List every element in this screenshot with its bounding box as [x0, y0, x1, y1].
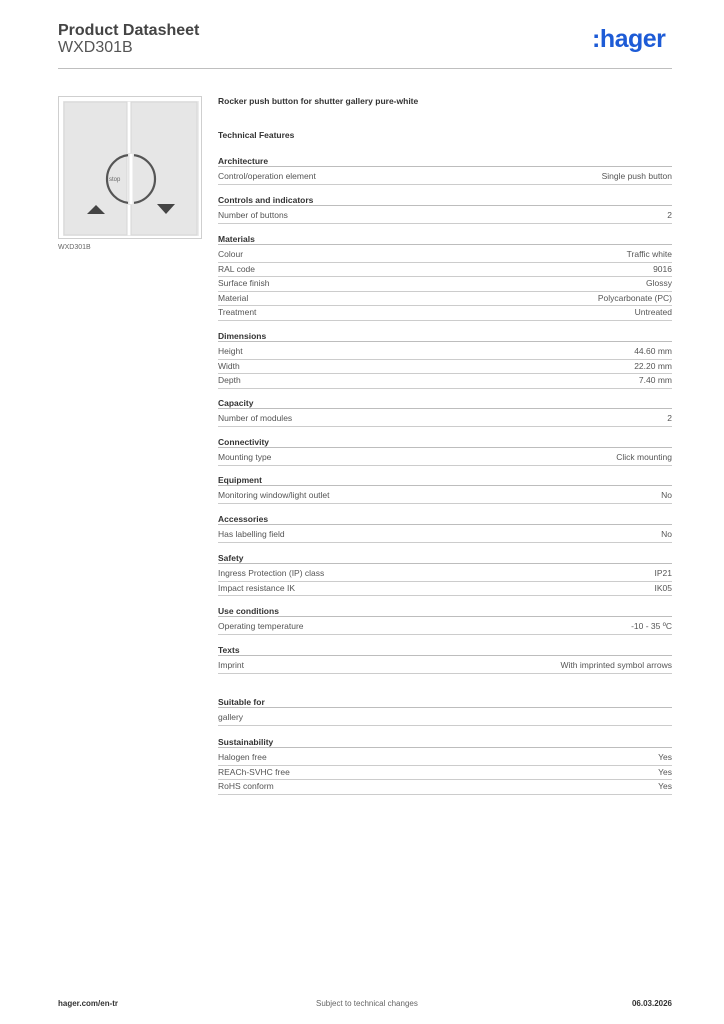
spec-row: [218, 209, 672, 224]
spec-label: Treatment: [218, 307, 257, 318]
technical-features-title: Technical Features: [218, 130, 295, 140]
spec-label: Surface finish: [218, 278, 270, 289]
spec-value: Yes: [658, 752, 672, 762]
spec-value: No: [661, 529, 672, 539]
section-title: Materials: [218, 234, 672, 245]
spec-row: [218, 567, 672, 582]
spec-label: REACh-SVHC free: [218, 766, 290, 777]
product-code: WXD301B: [58, 39, 133, 56]
spec-label: RoHS conform: [218, 781, 274, 792]
section-title: Sustainability: [218, 737, 672, 748]
spec-row: [218, 345, 672, 360]
section-title: Use conditions: [218, 606, 672, 617]
spec-value: Yes: [658, 766, 672, 777]
footer-date: 06.03.2026: [631, 999, 672, 1008]
header-divider: [58, 68, 672, 69]
spec-label: Monitoring window/light outlet: [218, 490, 330, 500]
logo-prefix: :: [592, 25, 600, 53]
spec-row: [218, 780, 672, 795]
spec-value: 2: [667, 210, 672, 220]
spec-value: -10 - 35 ºC: [631, 621, 672, 631]
spec-row: [218, 451, 672, 466]
spec-value: Traffic white: [626, 249, 672, 259]
spec-value: 9016: [653, 263, 672, 274]
spec-value: Glossy: [646, 278, 672, 289]
footer-note: Subject to technical changes: [316, 999, 418, 1008]
spec-row: [218, 528, 672, 543]
section-title: Capacity: [218, 398, 672, 409]
spec-row: [218, 277, 672, 292]
spec-label: Halogen free: [218, 752, 267, 762]
section-title: Suitable for: [218, 697, 672, 708]
spec-label: gallery: [218, 712, 244, 722]
spec-row: [218, 292, 672, 307]
spec-label: Depth: [218, 375, 241, 386]
spec-value: 2: [667, 413, 672, 423]
image-caption: WXD301B: [58, 244, 91, 251]
spec-value: Yes: [658, 781, 672, 792]
spec-value: Click mounting: [616, 452, 672, 462]
spec-row: [218, 248, 672, 263]
spec-label: Mounting type: [218, 452, 272, 462]
spec-value: IK05: [654, 582, 672, 593]
spec-label: Height: [218, 346, 243, 356]
section-title: Safety: [218, 553, 672, 564]
spec-value: Single push button: [601, 171, 672, 181]
spec-row: [218, 374, 672, 389]
spec-row: [218, 582, 672, 597]
product-image: [58, 96, 202, 239]
spec-row: [218, 263, 672, 278]
section-title: Texts: [218, 645, 672, 656]
spec-value: 44.60 mm: [634, 346, 672, 356]
spec-row: [218, 766, 672, 781]
spec-label: Control/operation element: [218, 171, 316, 181]
spec-label: Has labelling field: [218, 529, 285, 539]
spec-value: Polycarbonate (PC): [597, 292, 672, 303]
stop-label: stop: [109, 177, 121, 183]
section-title: Equipment: [218, 475, 672, 486]
section-title: Connectivity: [218, 437, 672, 448]
spec-row: [218, 659, 672, 674]
logo-text: hager: [599, 25, 666, 53]
document-title: Product Datasheet: [58, 22, 200, 39]
section-title: Dimensions: [218, 331, 672, 342]
spec-row: [218, 412, 672, 427]
footer-url[interactable]: hager.com/en-tr: [58, 999, 119, 1008]
spec-label: Width: [218, 360, 240, 371]
spec-label: Colour: [218, 249, 244, 259]
spec-value: Untreated: [634, 307, 672, 318]
spec-row: [218, 306, 672, 321]
spec-row: [218, 620, 672, 635]
section-title: Accessories: [218, 514, 672, 525]
spec-label: Operating temperature: [218, 621, 304, 631]
spec-label: RAL code: [218, 263, 256, 274]
spec-row: [218, 360, 672, 375]
spec-label: Impact resistance IK: [218, 582, 296, 593]
spec-value: No: [661, 490, 672, 500]
spec-label: Material: [218, 292, 249, 303]
spec-value: IP21: [654, 568, 672, 578]
section-title: Controls and indicators: [218, 195, 672, 206]
spec-row: [218, 170, 672, 185]
spec-label: Ingress Protection (IP) class: [218, 568, 325, 578]
spec-label: Number of buttons: [218, 210, 288, 220]
spec-value: With imprinted symbol arrows: [560, 660, 672, 670]
spec-value: 22.20 mm: [634, 360, 672, 371]
spec-value: 7.40 mm: [638, 375, 672, 386]
product-name: Rocker push button for shutter gallery pure-white: [218, 96, 419, 106]
spec-label: Number of modules: [218, 413, 293, 423]
spec-row: [218, 711, 672, 726]
spec-label: Imprint: [218, 660, 244, 670]
section-title: Architecture: [218, 156, 672, 167]
spec-row: [218, 489, 672, 504]
rocker-switch-drawing: [59, 97, 203, 240]
spec-row: [218, 751, 672, 766]
hager-logo: [592, 27, 665, 52]
